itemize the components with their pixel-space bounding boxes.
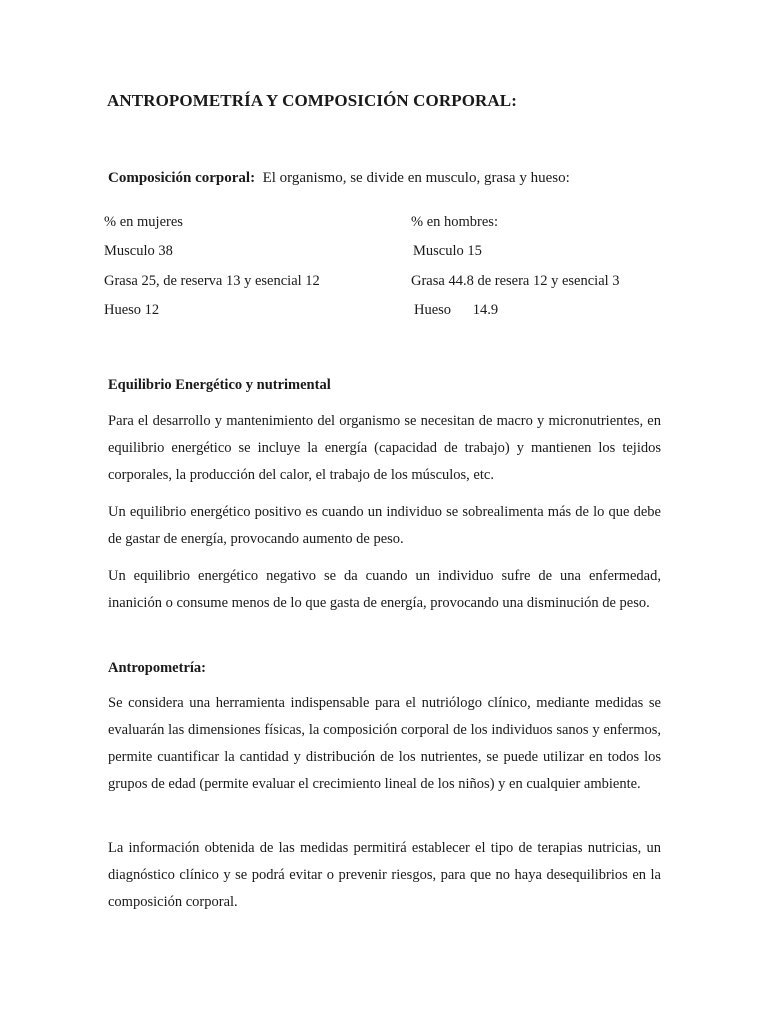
men-header: % en hombres: [411, 214, 498, 230]
women-muscle: Musculo 38 [104, 243, 173, 259]
composition-intro [108, 170, 570, 187]
women-bone: Hueso 12 [104, 302, 160, 318]
paragraph: Un equilibrio energético negativo se da cuando un individuo sufre de una enfermedad, inanición o consume menos de lo que gasta de energía, provocando una disminución de peso. [108, 568, 661, 611]
section-heading-antropometria: Antropometría: [108, 660, 206, 676]
composition-text: El organismo, se divide en musculo, grasa y hueso: [262, 170, 570, 186]
men-fat: Grasa 44.8 de resera 12 y esencial 3 [411, 273, 620, 289]
men-muscle: Musculo 15 [413, 243, 482, 259]
paragraph: Para el desarrollo y mantenimiento del organismo se necesitan de macro y micronutrientes, en equilibrio energético se incluye la energía (capacidad de trabajo) y mantienen los tejidos corporales, la producción del calor, el trabajo de los músculos, etc. [108, 413, 661, 483]
document-title: ANTROPOMETRÍA Y COMPOSICIÓN CORPORAL: [107, 91, 517, 110]
paragraph: La información obtenida de las medidas permitirá establecer el tipo de terapias nutricias, un diagnóstico clínico y se podrá evitar o prevenir riesgos, para que no haya desequilibrios en la composición corporal. [108, 840, 661, 910]
men-bone: Hueso 14.9 [414, 302, 499, 318]
paragraph: Se considera una herramienta indispensable para el nutriólogo clínico, mediante medidas se evaluarán las dimensiones físicas, la composición corporal de los individuos sanos y enfermos, permite cuantificar la cantidad y distribución de los nutrientes, se puede utilizar en todos los grupos de edad (permite evaluar el crecimiento lineal de los niños) y en cualquier ambiente. [108, 695, 661, 792]
composition-label: Composición corporal: [108, 170, 256, 186]
women-fat: Grasa 25, de reserva 13 y esencial 12 [104, 273, 320, 289]
women-header: % en mujeres [104, 214, 183, 230]
section-heading-equilibrio: Equilibrio Energético y nutrimental [108, 377, 331, 393]
paragraph: Un equilibrio energético positivo es cuando un individuo se sobrealimenta más de lo que debe de gastar de energía, provocando aumento de peso. [108, 504, 661, 547]
